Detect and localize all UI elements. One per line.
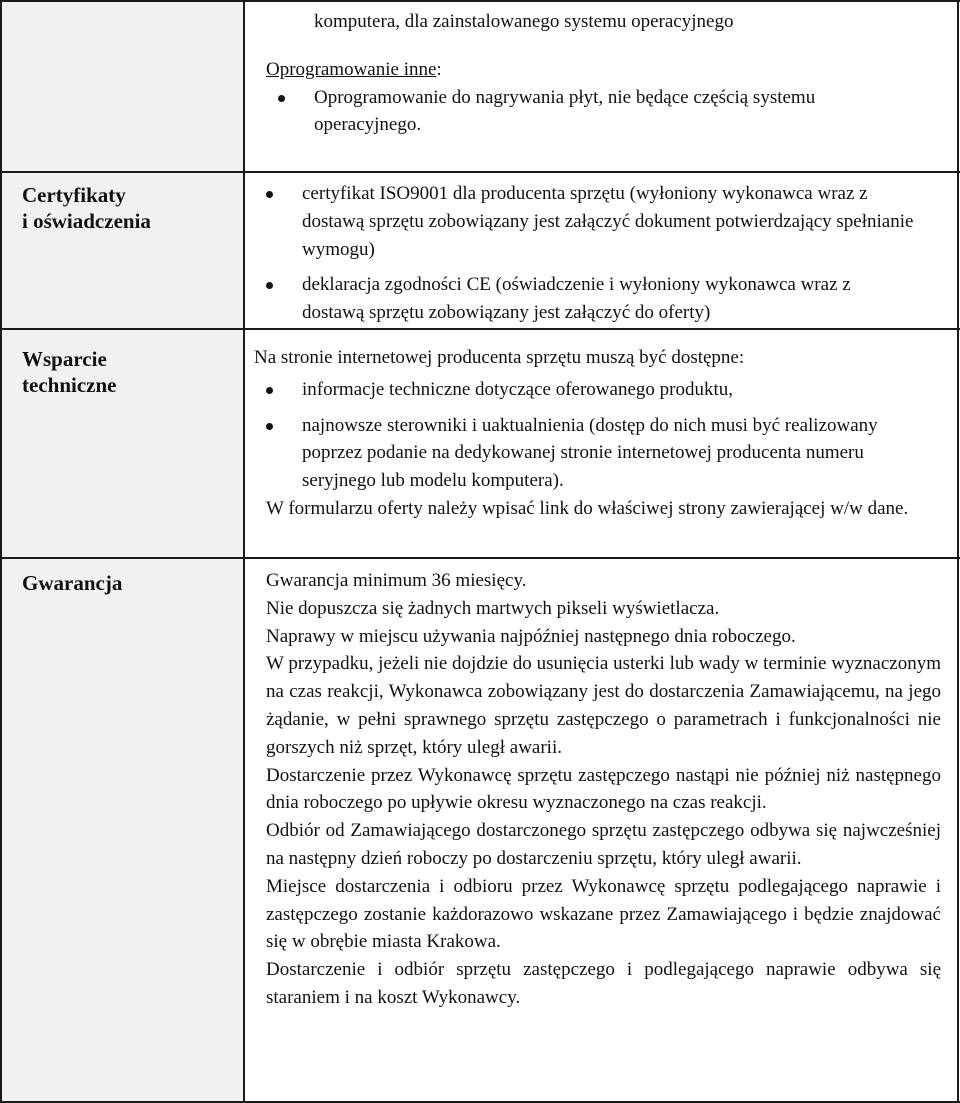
table-border-left [0,0,2,1103]
warranty-paragraph: Gwarancja minimum 36 miesięcy. [266,570,527,591]
row-label-line: Wsparcie [22,347,107,371]
other-software-list [266,84,926,140]
support-intro: Na stronie internetowej producenta sprzętu muszą być dostępne: [254,347,745,368]
support-note: W formularzu oferty należy wpisać link do właściwej strony zawierającej w/w dane. [266,497,909,519]
certificates-list [254,180,914,327]
continuation-line: komputera, dla zainstalowanego systemu operacyjnego [314,11,734,32]
label-cell-blank [2,2,243,171]
row-label-line: techniczne [22,373,117,397]
warranty-paragraph: Nie dopuszcza się żadnych martwych pikseli wyświetlacza. [266,597,720,619]
support-cell [254,344,926,523]
row-label-line: Certyfikaty [22,183,126,207]
other-software-heading-text: Oprogramowanie inne [266,58,437,80]
warranty-paragraph: Dostarczenie przez Wykonawcę sprzętu zastępczego nastąpi nie później niż następnego dnia roboczego po upływie okresu wyznaczonego na czas reakcji. [266,764,941,814]
certificates-cell [254,180,914,327]
label-cell-gwarancja [2,559,243,1101]
list-item: Oprogramowanie do nagrywania płyt, nie będące częścią systemu operacyjnego. [266,84,926,140]
list-item: deklaracja zgodności CE (oświadczenie i wyłoniony wykonawca wraz z dostawą sprzętu zobowiązany jest załączyć do oferty) [254,271,914,327]
table-border-top [0,0,960,2]
warranty-paragraph: W przypadku, jeżeli nie dojdzie do usunięcia usterki lub wady w terminie wyznaczonym na czas reakcji, Wykonawca zobowiązany jest do dostarczenia Zamawiającemu, na jego żądanie, w pełni sprawnego sprzętu zastępczego o parametrach i funkcjonalności nie gorszych niż sprzęt, który uległ awarii. [266,653,941,758]
list-item: certyfikat ISO9001 dla producenta sprzętu (wyłoniony wykonawca wraz z dostawą sprzętu zobowiązany jest załączyć dokument potwierdzający spełnianie wymogu) [254,180,914,263]
warranty-paragraph: Miejsce dostarczenia i odbioru przez Wykonawcę sprzętu podlegającego naprawie i zastępczego zostanie każdorazowo wskazane przez Zamawiającego i będzie znajdować się w obrębie miasta Krakowa. [266,875,941,953]
heading-colon: : [436,58,442,80]
row-label-line: i oświadczenia [22,209,151,233]
row-divider-2 [0,328,960,330]
row-label-gwarancja: Gwarancja [22,571,123,595]
row-label-certyfikaty [22,182,222,234]
row-label-wsparcie [22,346,222,398]
table-border-right [957,0,959,1103]
column-divider [243,0,245,1103]
support-list [254,376,926,495]
warranty-cell [266,567,941,1012]
row-divider-1 [0,171,960,173]
list-item: najnowsze sterowniki i uaktualnienia (dostęp do nich musi być realizowany poprzez podanie na dedykowanej stronie internetowej producenta numeru seryjnego lub modelu komputera). [254,412,926,495]
list-item: informacje techniczne dotyczące oferowanego produktu, [254,376,926,404]
software-cell [266,8,926,139]
warranty-paragraph: Odbiór od Zamawiającego dostarczonego sprzętu zastępczego odbywa się najwcześniej na następny dzień roboczy po dostarczeniu sprzętu, który uległ awarii. [266,820,941,869]
row-divider-3 [0,557,960,559]
other-software-heading [266,56,926,84]
warranty-paragraph: Dostarczenie i odbiór sprzętu zastępczego i podlegającego naprawie odbywa się staraniem i na koszt Wykonawcy. [266,959,941,1008]
warranty-paragraph: Naprawy w miejscu używania najpóźniej następnego dnia roboczego. [266,625,796,647]
